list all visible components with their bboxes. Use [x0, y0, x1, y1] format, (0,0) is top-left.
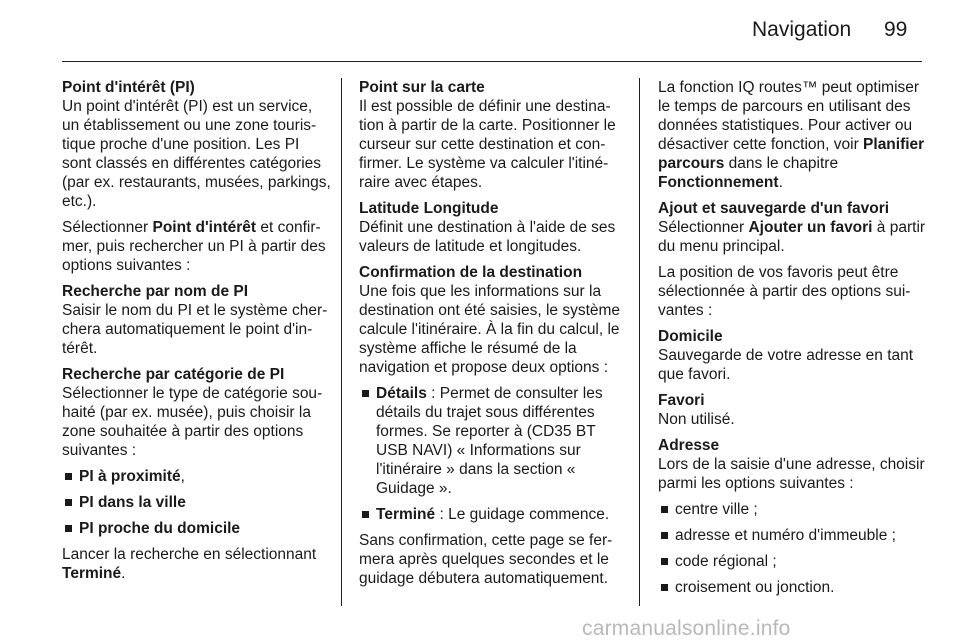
bullet-square-icon — [65, 525, 72, 532]
bullet-square-icon — [65, 499, 72, 506]
text-auto-guidance: Sans confirmation, cette page se fermera après quelques secondes et le guidage débutera automatiquement. — [359, 532, 613, 587]
bullet-square-icon — [661, 584, 668, 591]
heading-search-category: Recherche par catégorie de PI — [62, 366, 285, 383]
bullet-square-icon — [661, 532, 668, 539]
text-home: Sauvegarde de votre adresse en tant que favori. — [658, 347, 914, 383]
heading-search-name: Recherche par nom de PI — [62, 283, 249, 300]
heading-home: Domicile — [658, 328, 723, 345]
list-item: Terminé : Le guidage commence. — [359, 505, 629, 524]
ui-term-plan-route: Planifier parcours — [658, 136, 925, 172]
header-rule — [62, 61, 922, 62]
column-1 — [62, 78, 332, 590]
text-poi: Un point d'intérêt (PI) est un service, un établissement ou une zone touristique proche d'une position. Les PI sont classés en différentes catégories (par ex. restaurants, musées, parkings, etc.). — [62, 98, 331, 210]
page-number: 99 — [884, 18, 908, 41]
list-item: PI à proximité, — [62, 467, 332, 486]
ui-term-add-favorite: Ajouter un favori — [748, 219, 873, 236]
ui-term-done: Terminé — [62, 565, 122, 582]
category-options-list — [62, 467, 332, 538]
ui-term-operation: Fonctionnement — [658, 174, 779, 191]
list-item: croisement ou jonction. — [658, 578, 926, 597]
column-divider-1 — [341, 78, 342, 606]
list-item: PI proche du domicile — [62, 519, 332, 538]
heading-favori: Favori — [658, 392, 705, 409]
text-favorite-position: La position de vos favoris peut être sélectionnée à partir des options suivantes : — [658, 264, 911, 319]
text-confirmation: Une fois que les informations sur la destination ont été saisies, le système calcule l'itinéraire. À la fin du calcul, le système affiche le résumé de la navigation et propose deux options : — [359, 283, 621, 376]
ui-term-poi: Point d'intérêt — [152, 219, 257, 236]
text-iq-routes: La fonction IQ routes™ peut optimiser le temps de parcours en utilisant des données statistiques. Pour activer ou désactiver cette fonction, voir Planifier parcours dans le chapitre Fonctionnement. — [658, 79, 925, 191]
list-item: code régional ; — [658, 552, 926, 571]
bullet-square-icon — [362, 390, 369, 397]
heading-confirmation: Confirmation de la destination — [359, 264, 583, 281]
list-item: PI dans la ville — [62, 493, 332, 512]
column-3 — [658, 78, 926, 604]
column-divider-2 — [639, 78, 640, 606]
page-section-title: Navigation — [752, 18, 852, 41]
text-search-name: Saisir le nom du PI et le système cherchera automatiquement le point d'intérêt. — [62, 302, 328, 357]
bullet-square-icon — [362, 511, 369, 518]
heading-poi: Point d'intérêt (PI) — [62, 79, 195, 96]
heading-address: Adresse — [658, 437, 720, 454]
text-select-add-favorite: Sélectionner Ajouter un favori à partir du menu principal. — [658, 219, 926, 255]
bullet-square-icon — [661, 558, 668, 565]
heading-lat-lon: Latitude Longitude — [359, 200, 499, 217]
text-lat-lon: Définit une destination à l'aide de ses valeurs de latitude et longitudes. — [359, 219, 616, 255]
watermark: carmanualsonline.info — [582, 617, 791, 640]
text-search-category: Sélectionner le type de catégorie souhaité (par ex. musée), puis choisir la zone souhaitée à partir des options suivantes : — [62, 385, 323, 459]
list-item: Détails : Permet de consulter les détails du trajet sous différentes formes. Se reporter à (CD35 BT USB NAVI) « Informations sur l'itinéraire » dans la section « Guidage ». — [359, 384, 629, 498]
bullet-square-icon — [65, 473, 72, 480]
text-address: Lors de la saisie d'une adresse, choisir parmi les options suivantes : — [658, 456, 925, 492]
text-launch-search: Lancer la recherche en sélectionnant Terminé. — [62, 546, 317, 582]
text-favori: Non utilisé. — [658, 411, 735, 428]
page-header — [0, 0, 960, 62]
text-select-poi: Sélectionner Point d'intérêt et confirmer, puis rechercher un PI à partir des options suivantes : — [62, 219, 326, 274]
bullet-square-icon — [661, 506, 668, 513]
text-map-point: Il est possible de définir une destination à partir de la carte. Positionner le curseur sur cette destination et confirmer. Le système va calculer l'itinéraire avec étapes. — [359, 98, 616, 191]
confirmation-options-list — [359, 384, 629, 524]
address-options-list — [658, 500, 926, 597]
list-item: adresse et numéro d'immeuble ; — [658, 526, 926, 545]
list-item: centre ville ; — [658, 500, 926, 519]
column-2 — [359, 78, 629, 595]
heading-add-favorite: Ajout et sauvegarde d'un favori — [658, 200, 890, 217]
heading-map-point: Point sur la carte — [359, 79, 485, 96]
